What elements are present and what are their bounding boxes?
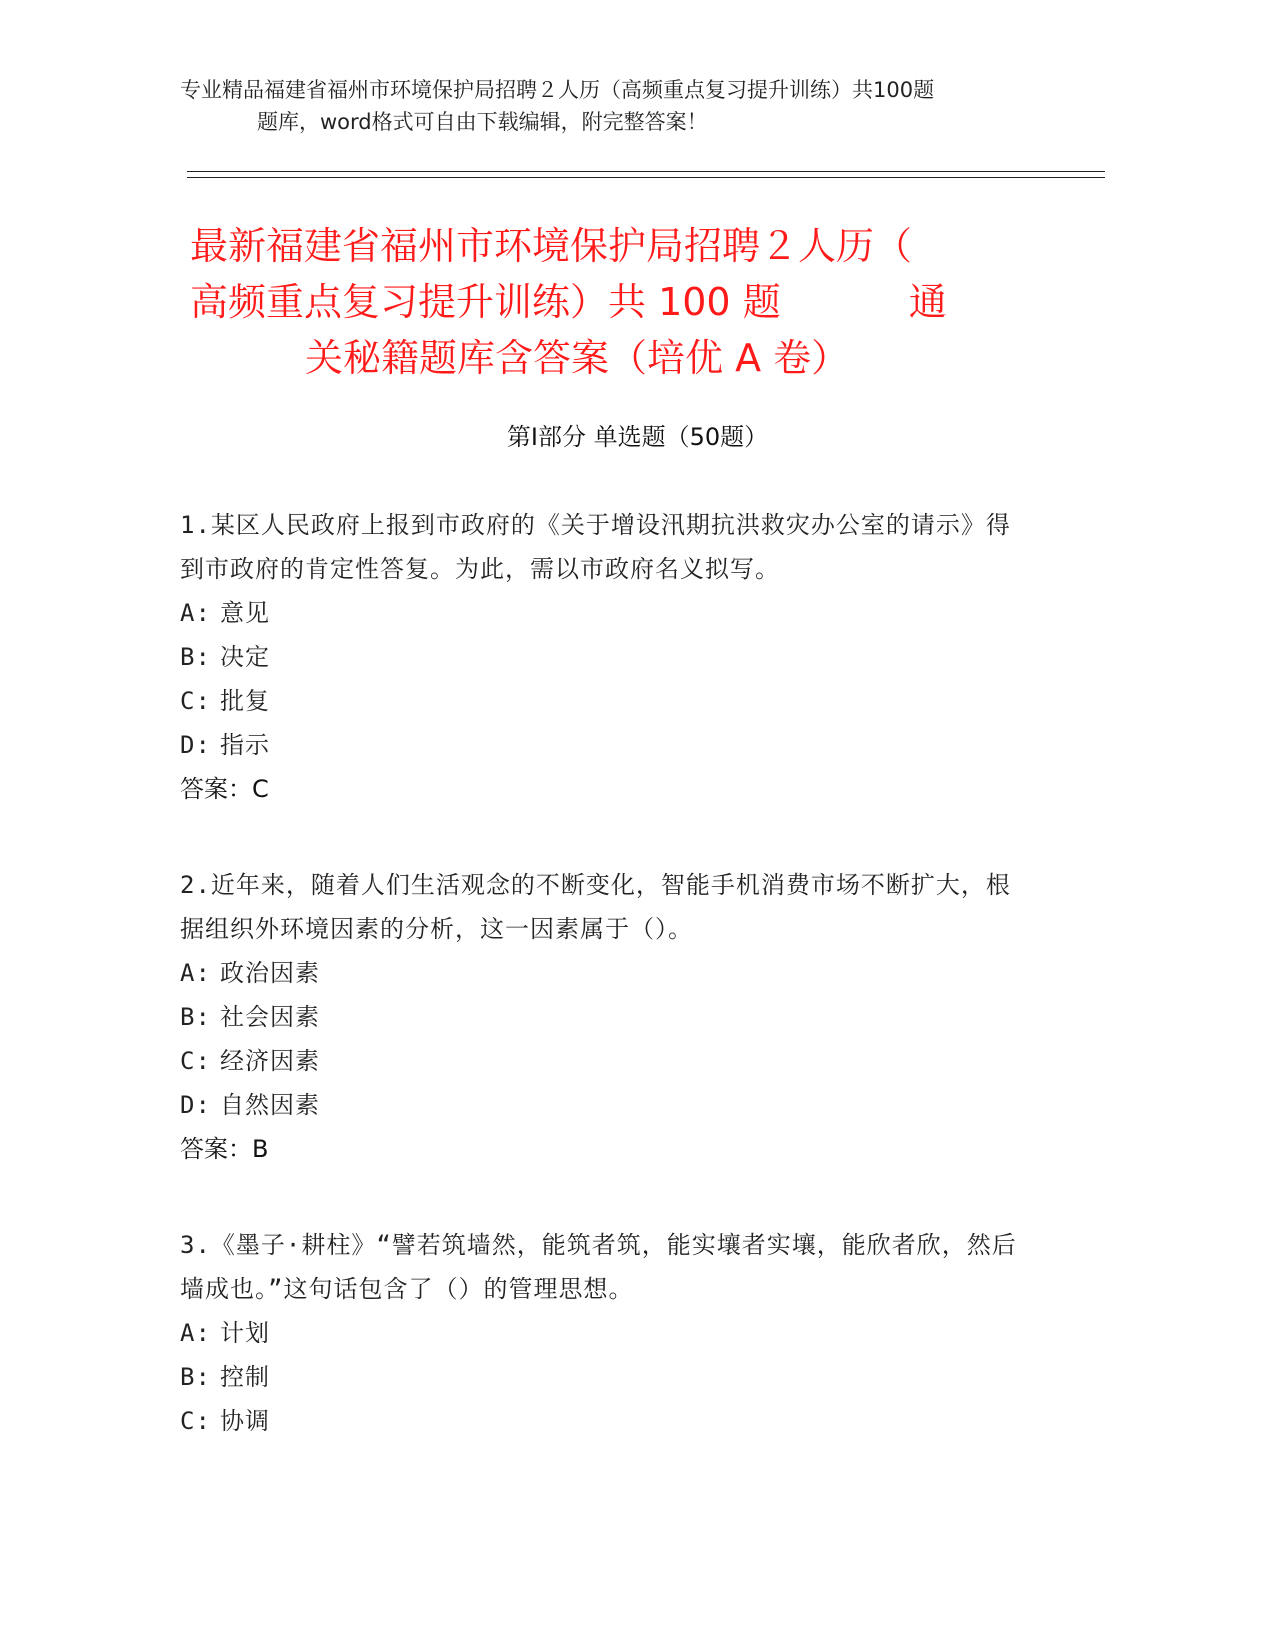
option-key: B: (180, 643, 211, 671)
option-text: 协调 (220, 1407, 270, 1435)
title-line2-main: 高频重点复习提升训练）共 100 题 (190, 280, 781, 324)
option-text: 控制 (220, 1363, 270, 1391)
title-line2 (190, 274, 1030, 330)
section-heading: 第Ⅰ部分 单选题（50题） (506, 423, 769, 451)
option-text: 自然因素 (220, 1091, 320, 1119)
option-key: C: (180, 687, 211, 715)
question-stem: 2.近年来，随着人们生活观念的不断变化，智能手机消费市场不断扩大，根据组织外环境因素的分析，这一因素属于（）。 (180, 871, 1011, 943)
header-note (180, 74, 1080, 138)
option-c (180, 679, 1030, 723)
header-note-line2: 题库，word格式可自由下载编辑，附完整答案！ (257, 110, 708, 134)
header-divider-thick (187, 171, 1105, 172)
option-text: 经济因素 (220, 1047, 320, 1075)
header-note-line1: 专业精品福建省福州市环境保护局招聘２人历（高频重点复习提升训练）共100题 (180, 78, 935, 102)
option-b (180, 995, 1030, 1039)
option-a (180, 591, 1030, 635)
option-key: A: (180, 599, 211, 627)
option-key: C: (180, 1407, 211, 1435)
option-text: 社会因素 (220, 1003, 320, 1031)
option-key: B: (180, 1363, 211, 1391)
option-key: D: (180, 731, 211, 759)
title-line3: 关秘籍题库含答案（培优 A 卷） (305, 336, 850, 380)
option-key: A: (180, 1319, 211, 1347)
option-text: 决定 (220, 643, 270, 671)
question-item (180, 863, 1030, 1171)
question-item (180, 503, 1030, 811)
option-key: C: (180, 1047, 211, 1075)
option-b (180, 635, 1030, 679)
option-d (180, 723, 1030, 767)
question-stem: 1.某区人民政府上报到市政府的《关于增设汛期抗洪救灾办公室的请示》得到市政府的肯定性答复。为此，需以市政府名义拟写。 (180, 511, 1011, 583)
option-key: A: (180, 959, 211, 987)
question-stem: 3.《墨子·耕柱》“譬若筑墙然，能筑者筑，能实壤者实壤，能欣者欣，然后墙成也。”这句话包含了（）的管理思想。 (180, 1231, 1017, 1303)
option-a (180, 951, 1030, 995)
option-b (180, 1355, 1030, 1399)
option-key: D: (180, 1091, 211, 1119)
header-divider-thin (187, 177, 1105, 178)
title-line2-tail: 通 (908, 280, 947, 324)
question-item (180, 1223, 1030, 1443)
option-text: 意见 (220, 599, 270, 627)
question-list (180, 503, 1030, 1495)
option-text: 计划 (220, 1319, 270, 1347)
option-c (180, 1039, 1030, 1083)
answer-line: 答案：C (180, 775, 269, 803)
option-a (180, 1311, 1030, 1355)
option-text: 政治因素 (220, 959, 320, 987)
option-c (180, 1399, 1030, 1443)
answer-line: 答案：B (180, 1135, 269, 1163)
title-line1: 最新福建省福州市环境保护局招聘２人历（ (190, 224, 913, 268)
option-key: B: (180, 1003, 211, 1031)
option-text: 指示 (220, 731, 270, 759)
option-d (180, 1083, 1030, 1127)
document-title (190, 218, 1030, 386)
option-text: 批复 (220, 687, 270, 715)
